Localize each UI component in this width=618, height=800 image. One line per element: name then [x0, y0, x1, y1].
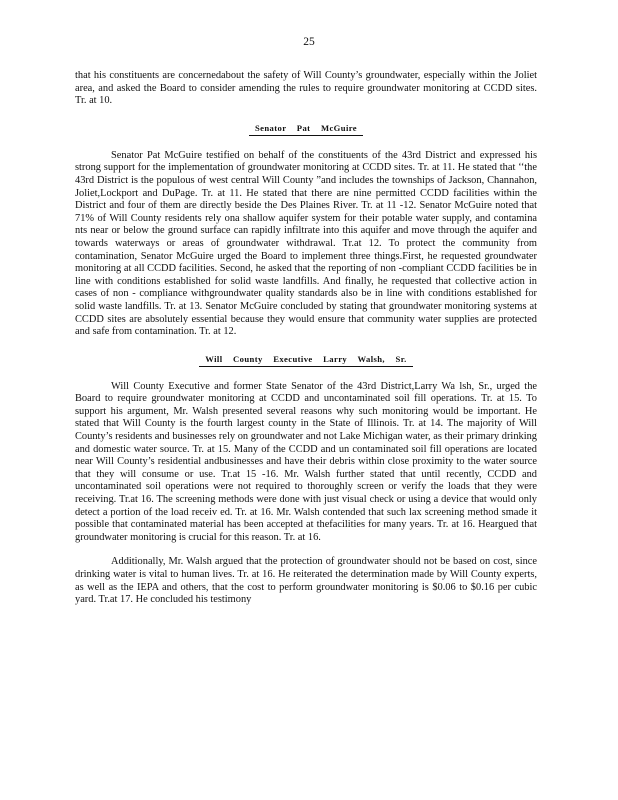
section-heading-walsh — [75, 354, 537, 367]
document-body — [75, 70, 537, 607]
section-heading-mcguire — [75, 123, 537, 136]
paragraph-gap — [75, 544, 537, 556]
paragraph-walsh-testimony: Will County Executive and former State Senator of the 43rd District,Larry Wa lsh, Sr., urged the Board to require groundwater monitoring at CCDD and uncontaminated soil fill operations. Tr. at 15. To support his argument, Mr. Walsh presented several reasons why such monitoring would be important. He stated that Will County is the fourth largest county in the State of Illinois. Tr. at 14. The majority of Will County’s residents and businesses rely on groundwater and not Lake Michigan water, as their primary drinking and domestic water source. Tr. at 15. Many of the CCDD and un contaminated soil fill operations are located near Will County’s residential andbusinesses and have their debris within close proximity to the water source that they will consume or use. Tr.at 15 -16. Mr. Walsh further stated that until recently, CCDD and uncontaminated soil operations were not required to thoroughly screen or verify the loads that they were receiving. Tr.at 16. The screening methods were done with just visual check or using a device that would only detect a portion of the load receiv ed. Tr. at 16. Mr. Walsh contended that such lax screening method smade it possible that contaminated material has been accepted at thefacilities for many years. Tr. at 16. Heargued that groundwater monitoring is crucial for this reason. Tr. at 16. — [75, 380, 537, 543]
section-heading-walsh-text: Will County Executive Larry Walsh, Sr. — [199, 354, 412, 367]
paragraph-continuation: that his constituents are concernedabout the safety of Will County’s groundwater, especially within the Joliet area, and asked the Board to consider amending the rules to require groundwater monitoring at CCDD sites. Tr. at 10. — [75, 70, 537, 107]
section-heading-mcguire-text: Senator Pat McGuire — [249, 123, 363, 136]
paragraph-mcguire-testimony: Senator Pat McGuire testified on behalf of the constituents of the 43rd District and expressed his strong support for the implementation of groundwater monitoring at CCDD sites. Tr. at 11. He stated that ‘‘the 43rd District is the populous of west central Will County ”and includes the townships of Jackson, Channahon, Joliet,Lockport and DuPage. Tr. at 11. He stated that there are nine permitted CCDD facilities within the District and four of them are directly beside the Des Plaines River. Tr. at 11 -12. Senator McGuire noted that 71% of Will County residents rely ona shallow aquifer system for their potable water supply, and contamina nts near or below the ground surface can rapidly infiltrate into this aquifer and move through the aquifer and towards waterways or areas of groundwater withdrawal. Tr.at 12. To protect the community from contamination, Senator McGuire urged the Board to implement three things.First, he requested groundwater monitoring at all CCDD facilities. Second, he asked that the reporting of non -compliant CCDD facilities be in line with conditions established for solid waste landfills. And finally, he requested that collective action in cases of non - compliance withgroundwater quality standards also be in line with conditions established for solid waste landfills. Tr. at 13. Senator McGuire concluded by stating that groundwater monitoring systems at CCDD sites are absolutely essential because they would ensure that community water supplies are protected and safe from contamination. Tr. at 12. — [75, 149, 537, 338]
page-number: 25 — [303, 36, 315, 48]
paragraph-walsh-additional: Additionally, Mr. Walsh argued that the protection of groundwater should not be based on cost, since drinking water is vital to human lives. Tr. at 16. He reiterated the determination made by Will County experts, as well as the IEPA and others, that the cost to perform groundwater monitoring is $0.06 to $0.16 per cubic yard. Tr.at 17. He concluded his testimony — [75, 556, 537, 606]
